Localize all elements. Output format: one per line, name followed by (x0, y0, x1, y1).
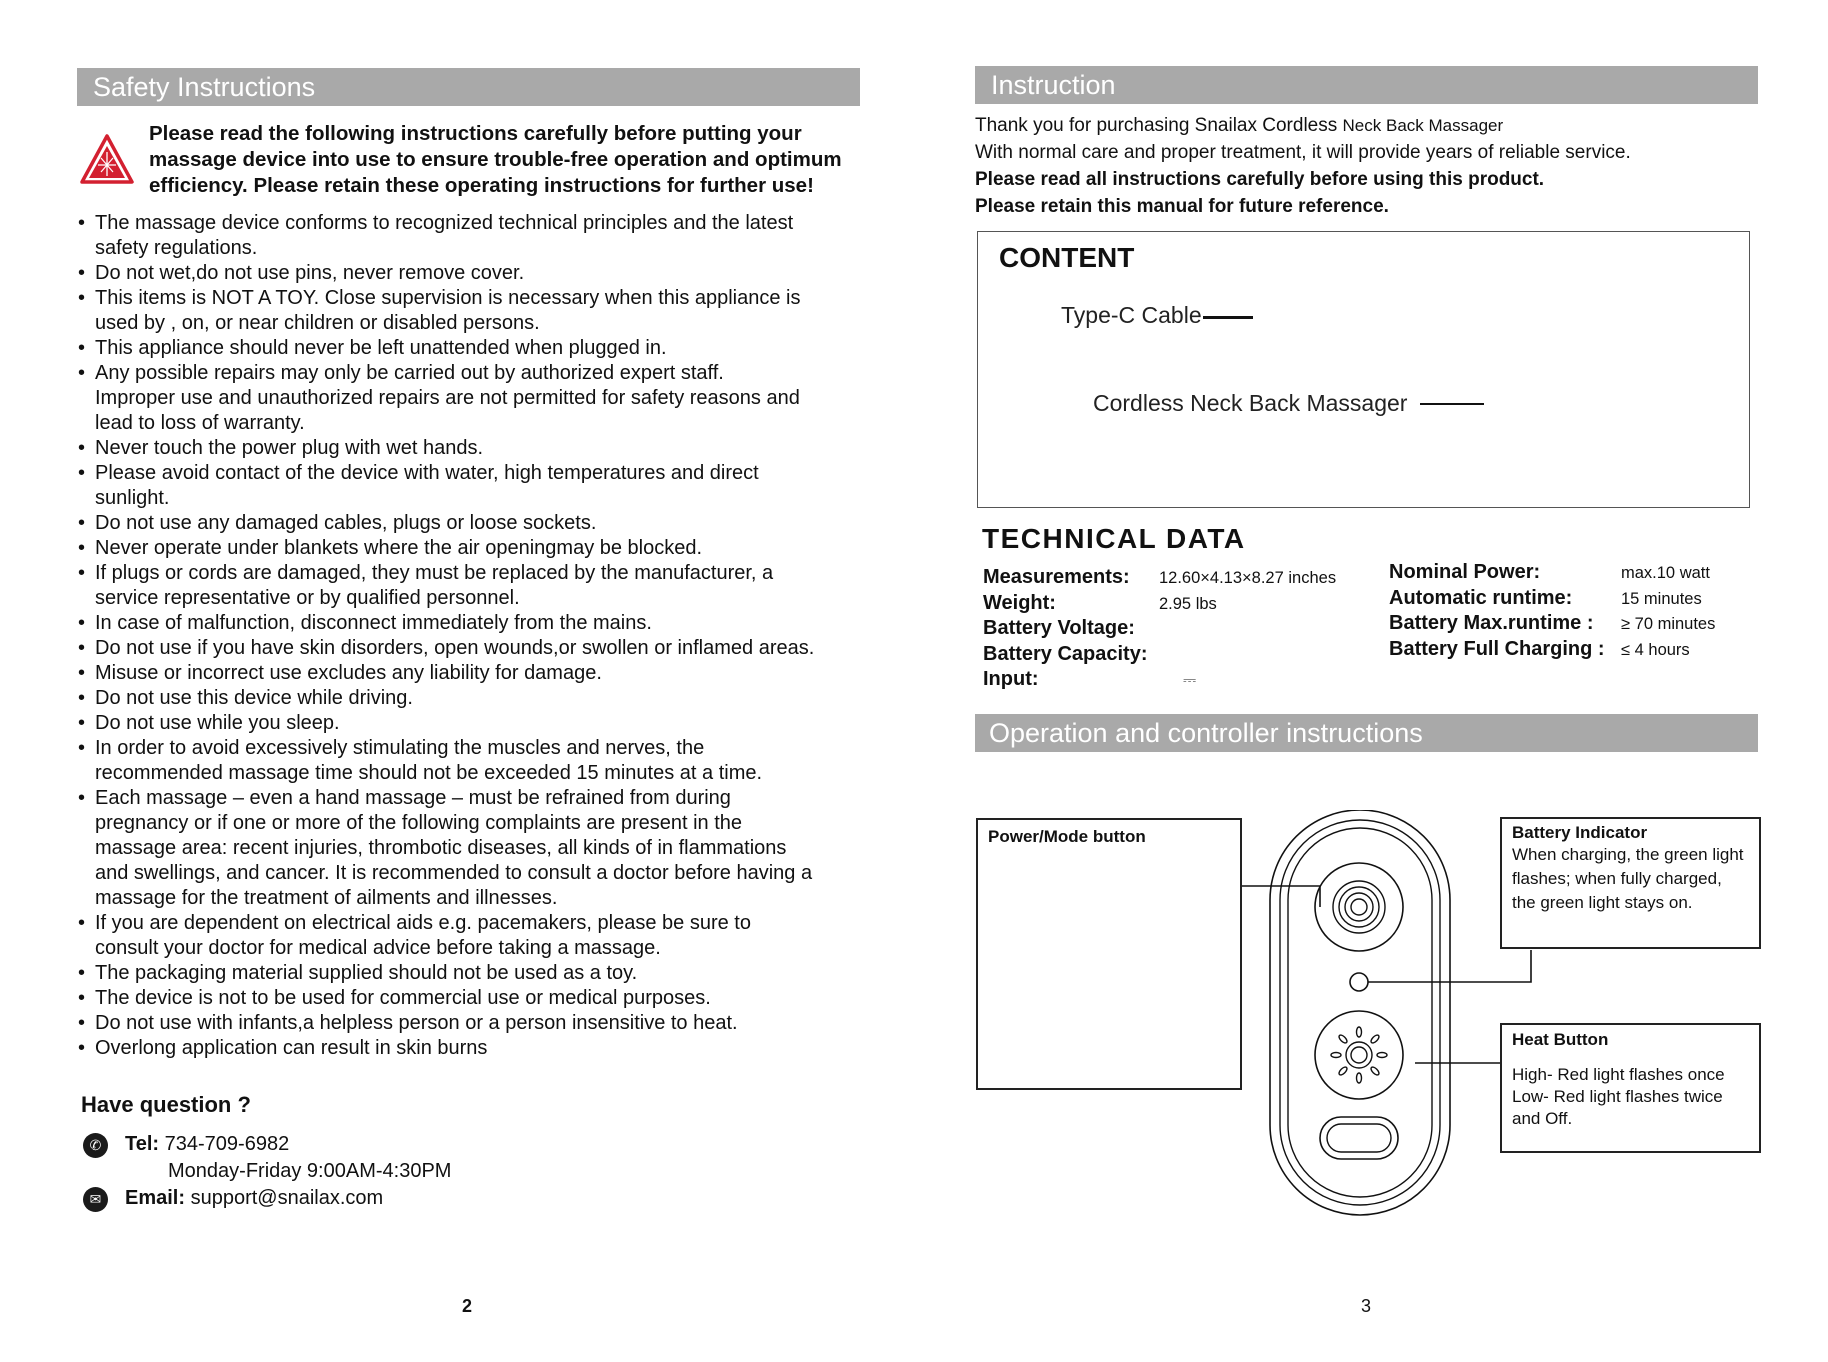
heat-button-outer (1315, 1011, 1403, 1099)
tech-row (983, 643, 1383, 669)
tech-label: Nominal Power: (1389, 561, 1541, 583)
intro-line2: With normal care and proper treatment, it will provide years of reliable service. (975, 142, 1631, 163)
instruction-header (975, 66, 1758, 104)
safety-item: • This appliance should never be left unattended when plugged in. (78, 336, 878, 361)
tech-row (1389, 587, 1769, 613)
remote-inner-outline (1288, 828, 1432, 1197)
phone-icon: ✆ (83, 1133, 108, 1158)
intro-line1a: Thank you for purchasing Snailax Cordless (975, 115, 1338, 136)
warning-triangle-icon (80, 133, 134, 185)
operation-header (975, 714, 1758, 752)
instruction-header-text: Instruction (991, 70, 1116, 100)
safety-item: • The device is not to be used for commercial use or medical purposes. (78, 986, 878, 1011)
tech-label: Measurements: (983, 566, 1130, 588)
tech-label: Battery Max.runtime : (1389, 612, 1594, 634)
heat-callout-text: High- Red light flashes once Low- Red light flashes twice and Off. (1512, 1065, 1725, 1128)
safety-item: • Do not use with infants,a helpless person or a person insensitive to heat. (78, 1011, 878, 1036)
safety-header-text: Safety Instructions (93, 72, 316, 102)
tech-label: Automatic runtime: (1389, 586, 1573, 609)
email-row (83, 1185, 451, 1212)
contact-block (83, 1131, 451, 1212)
intro-line4: Please retain this manual for future reference. (975, 196, 1389, 217)
email-icon: ✉ (83, 1187, 108, 1212)
heat-callout-title: Heat Button (1512, 1030, 1609, 1049)
intro-line1b: Neck Back Massager (1342, 116, 1504, 135)
tech-left-column (983, 566, 1383, 694)
tech-value: ≤ 4 hours (1621, 640, 1690, 659)
email-label: Email: (125, 1187, 186, 1209)
power-button-ring-5 (1351, 899, 1367, 915)
page-number-right: 3 (1361, 1296, 1372, 1316)
tech-row (1389, 612, 1769, 638)
tech-title: TECHNICAL DATA (982, 523, 1246, 554)
safety-item: • In case of malfunction, disconnect immediately from the mains. (78, 611, 878, 636)
battery-callout-title: Battery Indicator (1512, 823, 1648, 842)
safety-item: • Never operate under blankets where the air openingmay be blocked. (78, 536, 878, 561)
power-callout (976, 818, 1242, 1090)
safety-item: • Any possible repairs may only be carried out by authorized expert staff. Improper use and unauthorized repairs are not permitted for safety reasons and lead to loss of warranty. (78, 361, 878, 436)
tech-row (983, 566, 1383, 592)
battery-callout (1500, 817, 1761, 949)
tech-row (1389, 638, 1769, 664)
intro-text (975, 112, 1775, 220)
tel-number: 734-709-6982 (164, 1133, 290, 1155)
typec-leader-line (1203, 316, 1253, 319)
intro-line3: Please read all instructions carefully before using this product. (975, 169, 1545, 190)
battery-led (1350, 973, 1368, 991)
safety-item: • Do not use this device while driving. (78, 686, 878, 711)
tech-label: Weight: (983, 591, 1056, 614)
safety-item: • Misuse or incorrect use excludes any liability for damage. (78, 661, 878, 686)
safety-item: • If plugs or cords are damaged, they must be replaced by the manufacturer, a service representative or by qualified personnel. (78, 561, 878, 611)
bottom-pill-inner (1327, 1124, 1391, 1152)
tel-label: Tel: (125, 1133, 160, 1155)
safety-item: • Please avoid contact of the device with water, high temperatures and direct sunlight. (78, 461, 878, 511)
safety-list (78, 211, 878, 1061)
tech-label: Battery Voltage: (983, 617, 1135, 639)
safety-header (77, 68, 860, 106)
safety-item: • The massage device conforms to recognized technical principles and the latest safety regulations. (78, 211, 878, 261)
tech-row (1389, 561, 1769, 587)
safety-item: • Do not wet,do not use pins, never remove cover. (78, 261, 878, 286)
tech-label: Input: (983, 668, 1039, 690)
safety-item: • Overlong application can result in skin burns (78, 1036, 878, 1061)
content-box (977, 231, 1750, 508)
tech-value: 15 minutes (1621, 589, 1702, 608)
tech-row (983, 668, 1383, 694)
question-title: Have question ? (81, 1092, 251, 1117)
tel-row (83, 1131, 451, 1158)
tech-row (983, 617, 1383, 643)
tech-value: ⎓ (1183, 671, 1197, 689)
safety-item: • In order to avoid excessively stimulating the muscles and nerves, the recommended massage time should not be exceeded 15 minutes at a time. (78, 736, 878, 786)
power-callout-title: Power/Mode button (988, 827, 1146, 846)
massager-leader-line (1420, 403, 1484, 405)
tech-value: max.10 watt (1621, 564, 1710, 582)
safety-item: • Do not use any damaged cables, plugs or loose sockets. (78, 511, 878, 536)
safety-item: • Each massage – even a hand massage – must be refrained from during pregnancy or if one or more of the following complaints are present in the massage area: recent injuries, thrombotic diseases, all kinds of in flammations and swellings, and cancer. It is recommended to consult a doctor before having a massage for the treatment of ailments and illnesses. (78, 786, 878, 911)
content-item-typec: Type-C Cable (1061, 302, 1202, 328)
tech-label: Battery Capacity: (983, 642, 1148, 665)
content-title: CONTENT (999, 242, 1135, 273)
email-link[interactable]: support@snailax.com (190, 1187, 384, 1209)
safety-item: • If you are dependent on electrical aids e.g. pacemakers, please be sure to consult your doctor for medical advice before taking a massage. (78, 911, 878, 961)
power-button-ring-4 (1345, 893, 1373, 921)
tech-right-column (1389, 561, 1769, 663)
warning-text: Please read the following instructions carefully before putting your massage device into use to ensure trouble-free operation and optimum efficiency. Please retain these operating instructions for further use! (149, 122, 842, 197)
safety-item: • Never touch the power plug with wet hands. (78, 436, 878, 461)
tech-value: 12.60×4.13×8.27 inches (1159, 569, 1337, 587)
safety-item: • This items is NOT A TOY. Close supervision is necessary when this appliance is used by , on, or near children or disabled persons. (78, 286, 878, 336)
tech-value: ≥ 70 minutes (1621, 615, 1716, 633)
tech-label: Battery Full Charging : (1389, 637, 1605, 660)
sun-icon (1331, 1027, 1387, 1083)
tech-row (983, 592, 1383, 618)
battery-callout-text: When charging, the green light flashes; when fully charged, the green light stays on. (1512, 845, 1744, 912)
safety-item: • Do not use if you have skin disorders, open wounds,or swollen or inflamed areas. (78, 636, 878, 661)
heat-callout (1500, 1023, 1761, 1153)
page-number-left: 2 (462, 1296, 473, 1316)
safety-item: • Do not use while you sleep. (78, 711, 878, 736)
safety-item: • The packaging material supplied should not be used as a toy. (78, 961, 878, 986)
tech-value: 2.95 lbs (1159, 594, 1217, 613)
remote-mid-outline (1280, 820, 1440, 1205)
content-item-massager: Cordless Neck Back Massager (1093, 390, 1408, 416)
power-button-ring-outer (1315, 863, 1403, 951)
hours-text: Monday-Friday 9:00AM-4:30PM (168, 1160, 452, 1182)
operation-header-text: Operation and controller instructions (989, 718, 1423, 748)
power-button-ring-2 (1333, 881, 1385, 933)
remote-outer-outline (1270, 810, 1450, 1215)
